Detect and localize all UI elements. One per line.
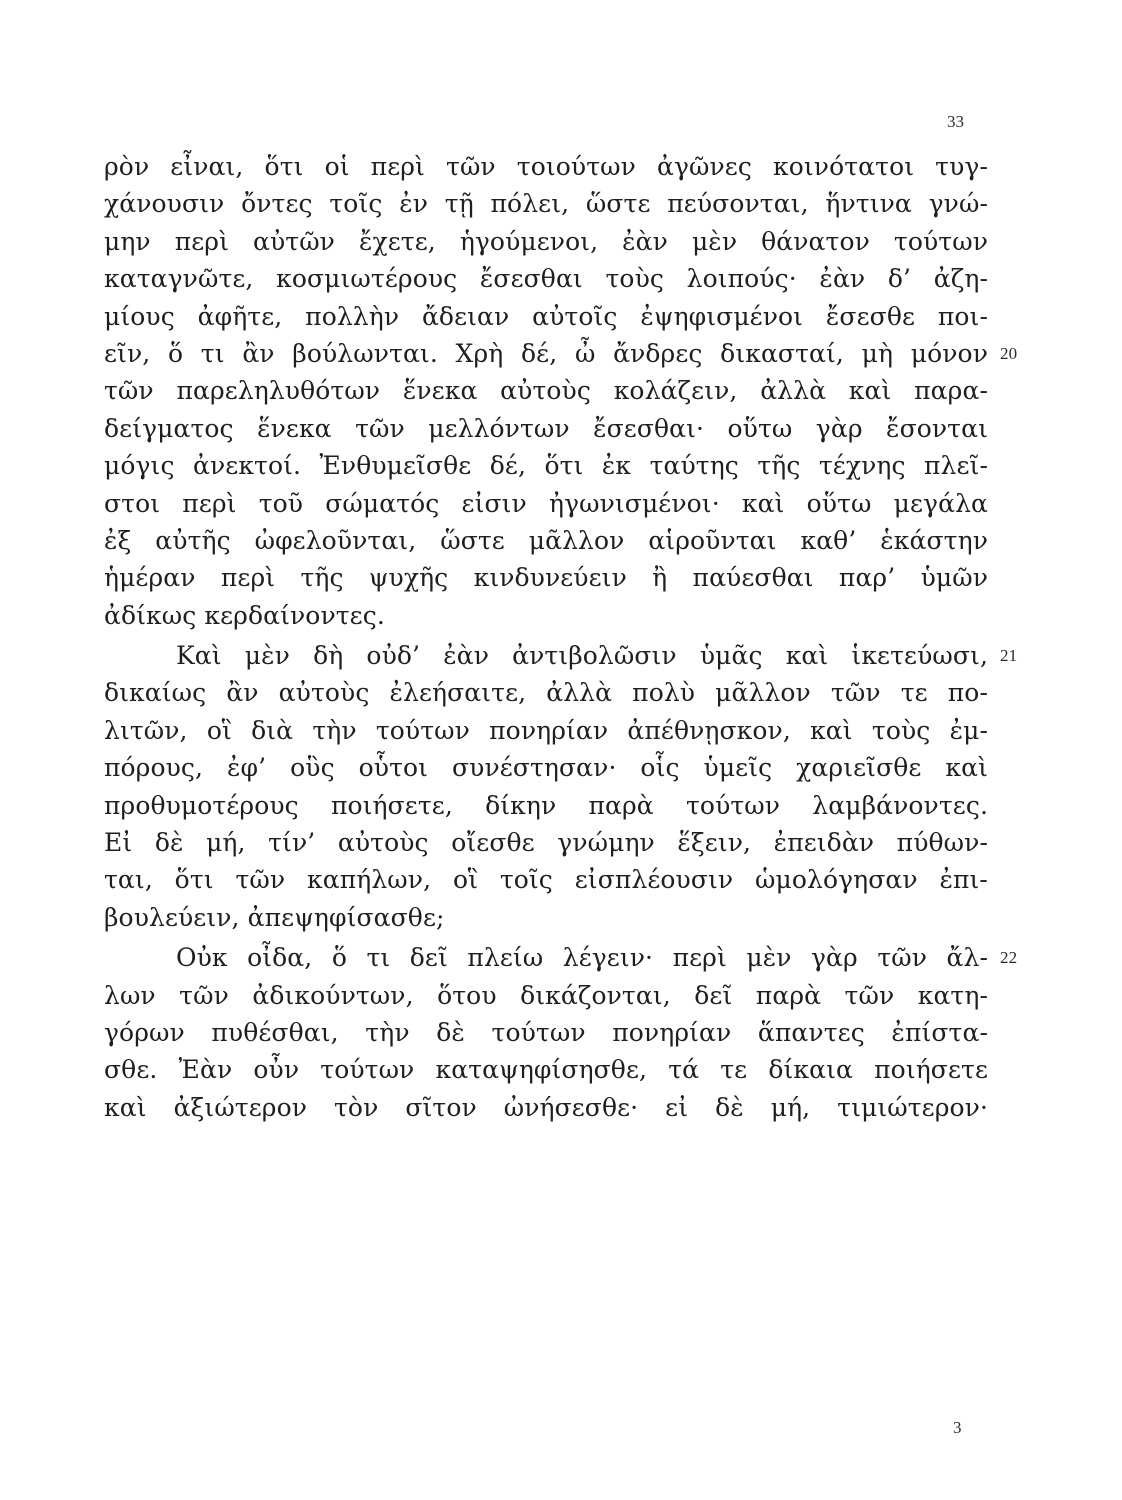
text-line: γόρων πυθέσθαι, τὴν δὲ τούτων πονηρίαν ἅπαντες ἐπίστα- — [104, 1017, 988, 1047]
section-number-21: 21 — [1000, 646, 1018, 666]
text-line: στοι περὶ τοῦ σώματός εἰσιν ἠγωνισμένοι· καὶ οὕτω μεγάλα — [104, 488, 988, 518]
section-number-22: 22 — [1000, 948, 1018, 968]
signature-mark: 3 — [953, 1418, 962, 1437]
text-line: δείγματος ἕνεκα τῶν μελλόντων ἔσεσθαι· οὕτω γὰρ ἔσονται — [104, 413, 988, 443]
page-number: 33 — [947, 112, 964, 131]
text-line: τῶν παρεληλυθότων ἕνεκα αὐτοὺς κολάζειν, ἀλλὰ καὶ παρα- — [104, 376, 988, 406]
text-line: σθε. Ἐὰν οὖν τούτων καταψηφίσησθε, τά τε δίκαια ποιήσετε — [104, 1055, 988, 1085]
text-line: δικαίως ἂν αὐτοὺς ἐλεήσαιτε, ἀλλὰ πολὺ μᾶλλον τῶν τε πο- — [104, 678, 988, 708]
text-line: ἀδίκως κερδαίνοντες. — [104, 600, 385, 630]
text-line: βουλεύειν, ἀπεψηφίσασθε; — [104, 902, 445, 932]
text-line: λιτῶν, οἳ διὰ τὴν τούτων πονηρίαν ἀπέθνῃσκον, καὶ τοὺς ἐμ- — [104, 715, 988, 745]
section-number-20: 20 — [1000, 343, 1018, 363]
text-line: καὶ ἀξιώτερον τὸν σῖτον ὠνήσεσθε· εἰ δὲ μή, τιμιώτερον· — [104, 1092, 988, 1122]
text-line — [104, 939, 1018, 976]
text-line — [104, 335, 1018, 372]
text-line: ρὸν εἶναι, ὅτι οἱ περὶ τῶν τοιούτων ἀγῶνες κοινότατοι τυγ- — [104, 152, 988, 181]
text-line-content: εῖν, ὅ τι ἂν βούλωνται. Χρὴ δέ, ὦ ἄνδρες δικασταί, μὴ μόνον — [104, 338, 988, 368]
text-line: μίους ἀφῆτε, πολλὴν ἄδειαν αὐτοῖς ἐψηφισμένοι ἔσεσθε ποι- — [104, 301, 988, 331]
text-line — [104, 637, 1018, 674]
text-line: μην περὶ αὐτῶν ἔχετε, ἡγούμενοι, ἐὰν μὲν θάνατον τούτων — [104, 226, 988, 256]
text-line: Εἰ δὲ μή, τίν’ αὐτοὺς οἴεσθε γνώμην ἕξειν, ἐπειδὰν πύθων- — [104, 828, 988, 858]
text-line: ἡμέραν περὶ τῆς ψυχῆς κινδυνεύειν ἢ παύεσθαι παρ’ ὑμῶν — [104, 563, 988, 593]
main-text — [104, 148, 1018, 1126]
text-line: ἐξ αὐτῆς ὠφελοῦνται, ὥστε μᾶλλον αἱροῦνται καθ’ ἑκάστην — [104, 525, 988, 555]
text-line: καταγνῶτε, κοσμιωτέρους ἔσεσθαι τοὺς λοιπούς· ἐὰν δ’ ἀζη- — [104, 264, 988, 294]
text-line-content: Οὐκ οἶδα, ὅ τι δεῖ πλείω λέγειν· περὶ μὲν γὰρ τῶν ἄλ- — [176, 943, 988, 973]
text-line: μόγις ἀνεκτοί. Ἐνθυμεῖσθε δέ, ὅτι ἐκ ταύτης τῆς τέχνης πλεῖ- — [104, 451, 988, 481]
text-line: πόρους, ἐφ’ οὓς οὗτοι συνέστησαν· οἷς ὑμεῖς χαριεῖσθε καὶ — [104, 753, 988, 783]
text-line: λων τῶν ἀδικούντων, ὅτου δικάζονται, δεῖ παρὰ τῶν κατη- — [104, 980, 988, 1010]
text-line-content: Καὶ μὲν δὴ οὐδ’ ἐὰν ἀντιβολῶσιν ὑμᾶς καὶ ἱκετεύωσι, — [176, 641, 988, 671]
text-line: χάνουσιν ὄντες τοῖς ἐν τῇ πόλει, ὥστε πεύσονται, ἥντινα γνώ- — [104, 189, 988, 219]
text-line: προθυμοτέρους ποιήσετε, δίκην παρὰ τούτων λαμβάνοντες. — [104, 790, 988, 820]
text-line: ται, ὅτι τῶν καπήλων, οἳ τοῖς εἰσπλέουσιν ὡμολόγησαν ἐπι- — [104, 865, 988, 895]
